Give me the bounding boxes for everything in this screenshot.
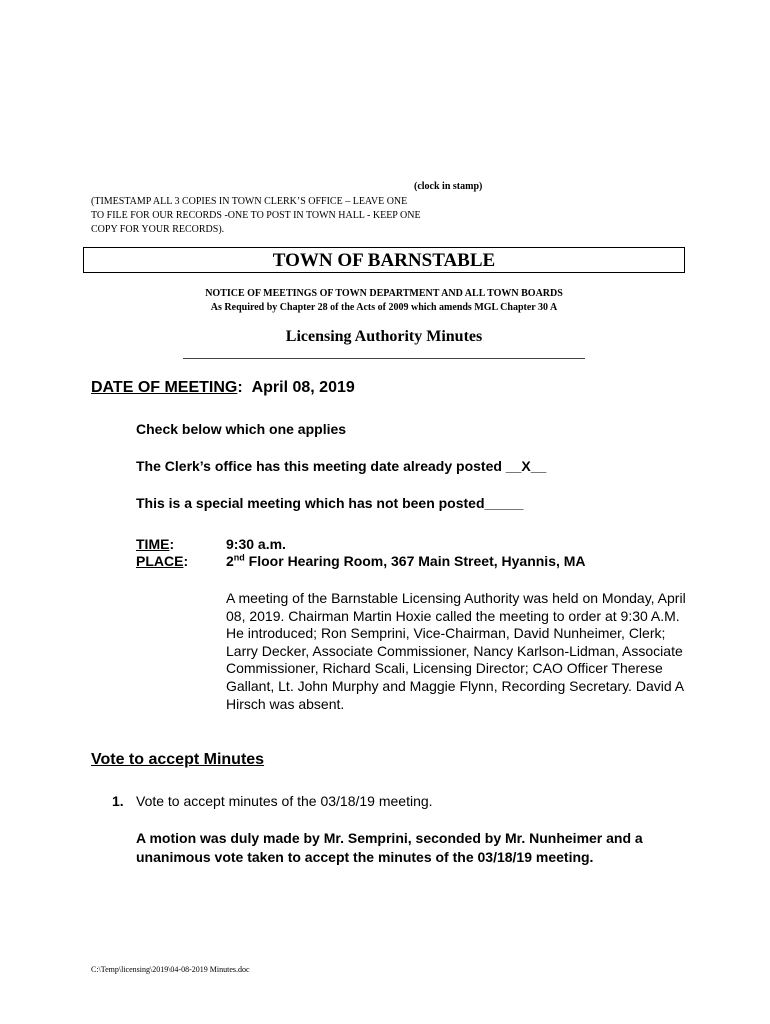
special-meeting-line: This is a special meeting which has not been posted_____	[136, 495, 524, 511]
clock-in-stamp-label: (clock in stamp)	[414, 181, 483, 192]
timestamp-instructions: (TIMESTAMP ALL 3 COPIES IN TOWN CLERK’S OFFICE – LEAVE ONE TO FILE FOR OUR RECORDS -ONE TO POST IN TOWN HALL - KEEP ONE COPY FOR YOUR RECORDS).	[91, 196, 421, 235]
item-text: Vote to accept minutes of the 03/18/19 meeting.	[136, 793, 433, 809]
date-colon: :	[237, 379, 243, 396]
date-value: April 08, 2019	[251, 379, 355, 396]
place-ordinal-suffix: nd	[233, 552, 245, 563]
time-colon: :	[169, 536, 175, 552]
intro-paragraph: A meeting of the Barnstable Licensing Authority was held on Monday, April 08, 2019. Chairman Martin Hoxie called the meeting to order at 9:30 A.M. He introduced; Ron Semprini, Vice-Chairman, David Nunheimer, Clerk; Larry Decker, Associate Commissioner, Nancy Karlson-Lidman, Associate Commissioner, Richard Scali, Licensing Director; CAO Officer Therese Gallant, Lt. John Murphy and Maggie Flynn, Recording Secretary. David A Hirsch was absent.	[226, 590, 686, 712]
check-instruction: Check below which one applies	[136, 421, 347, 437]
vote-heading: Vote to accept Minutes	[91, 751, 265, 768]
place-rest: Floor Hearing Room, 367 Main Street, Hyannis, MA	[244, 553, 586, 569]
place-label	[136, 553, 188, 569]
place-ordinal: 2	[226, 553, 234, 569]
place-value	[226, 553, 586, 569]
place-colon: :	[183, 553, 189, 569]
posted-line: The Clerk’s office has this meeting date already posted __X__	[136, 458, 547, 474]
time-label	[136, 536, 174, 552]
town-header: TOWN OF BARNSTABLE	[83, 247, 685, 273]
footer-file-path: C:\Temp\licensing\2019\04-08-2019 Minutes.doc	[91, 965, 250, 974]
date-label: DATE OF MEETING	[91, 379, 238, 396]
time-label-text: TIME	[136, 536, 170, 552]
meeting-date-line	[91, 379, 355, 397]
item-number: 1.	[112, 793, 124, 809]
title-divider	[183, 358, 585, 359]
place-label-text: PLACE	[136, 553, 184, 569]
motion-paragraph: A motion was duly made by Mr. Semprini, seconded by Mr. Nunheimer and a unanimous vote taken to accept the minutes of the 03/18/19 meeting.	[136, 830, 643, 865]
document-title: Licensing Authority Minutes	[285, 328, 483, 345]
time-value: 9:30 a.m.	[226, 536, 286, 552]
notice-line-1: NOTICE OF MEETINGS OF TOWN DEPARTMENT AND ALL TOWN BOARDS	[205, 288, 563, 299]
notice-line-2: As Required by Chapter 28 of the Acts of 2009 which amends MGL Chapter 30 A	[210, 302, 558, 313]
